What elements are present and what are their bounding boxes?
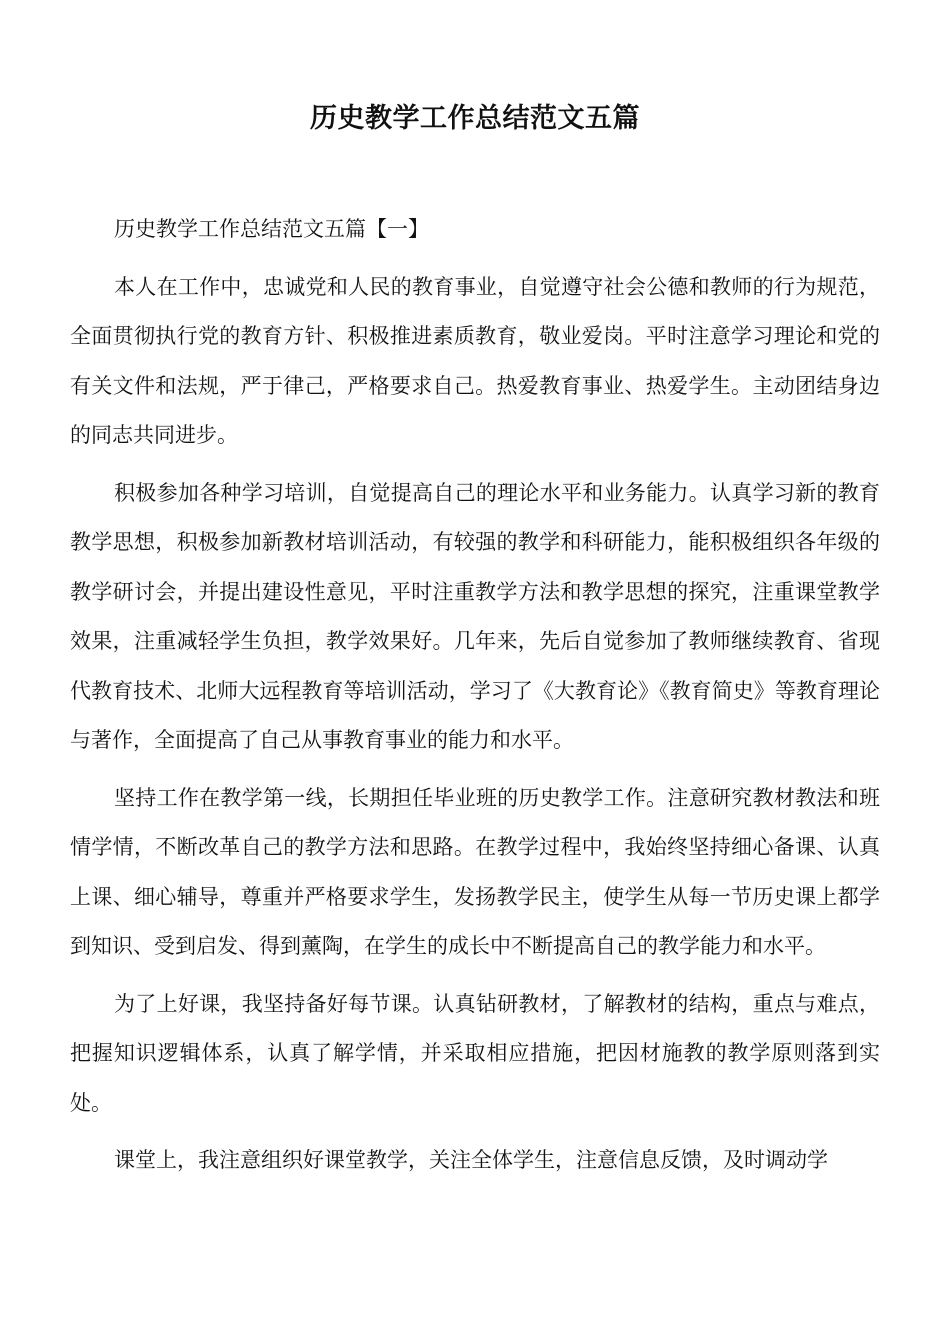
document-body (70, 205, 880, 1194)
document-title: 历史教学工作总结范文五篇 (310, 103, 640, 134)
paragraph: 坚持工作在教学第一线，长期担任毕业班的历史教学工作。注意研究教材教法和班情学情，不断改革自己的教学方法和思路。在教学过程中，我始终坚持细心备课、认真上课、细心辅导，尊重并严格要求学生，发扬教学民主，使学生从每一节历史课上都学到知识、受到启发、得到薰陶，在学生的成长中不断提高自己的教学能力和水平。 (70, 785, 880, 958)
paragraph: 课堂上，我注意组织好课堂教学，关注全体学生，注意信息反馈，及时调动学 (114, 1148, 828, 1172)
section-heading: 历史教学工作总结范文五篇【一】 (114, 217, 429, 241)
paragraph: 积极参加各种学习培训，自觉提高自己的理论水平和业务能力。认真学习新的教育教学思想，积极参加新教材培训活动，有较强的教学和科研能力，能积极组织各年级的教学研讨会，并提出建设性意见，平时注重教学方法和教学思想的探究，注重课堂教学效果，注重减轻学生负担，教学效果好。几年来，先后自觉参加了教师继续教育、省现代教育技术、北师大远程教育等培训活动，学习了《大教育论》《教育简史》等教育理论与著作，全面提高了自己从事教育事业的能力和水平。 (70, 480, 880, 752)
paragraph: 为了上好课，我坚持备好每节课。认真钻研教材，了解教材的结构，重点与难点，把握知识逻辑体系，认真了解学情，并采取相应措施，把因材施教的教学原则落到实处。 (70, 991, 880, 1115)
paragraph: 本人在工作中，忠诚党和人民的教育事业，自觉遵守社会公德和教师的行为规范，全面贯彻执行党的教育方针、积极推进素质教育，敬业爱岗。平时注意学习理论和党的有关文件和法规，严于律己，严格要求自己。热爱教育事业、热爱学生。主动团结身边的同志共同进步。 (70, 274, 880, 447)
